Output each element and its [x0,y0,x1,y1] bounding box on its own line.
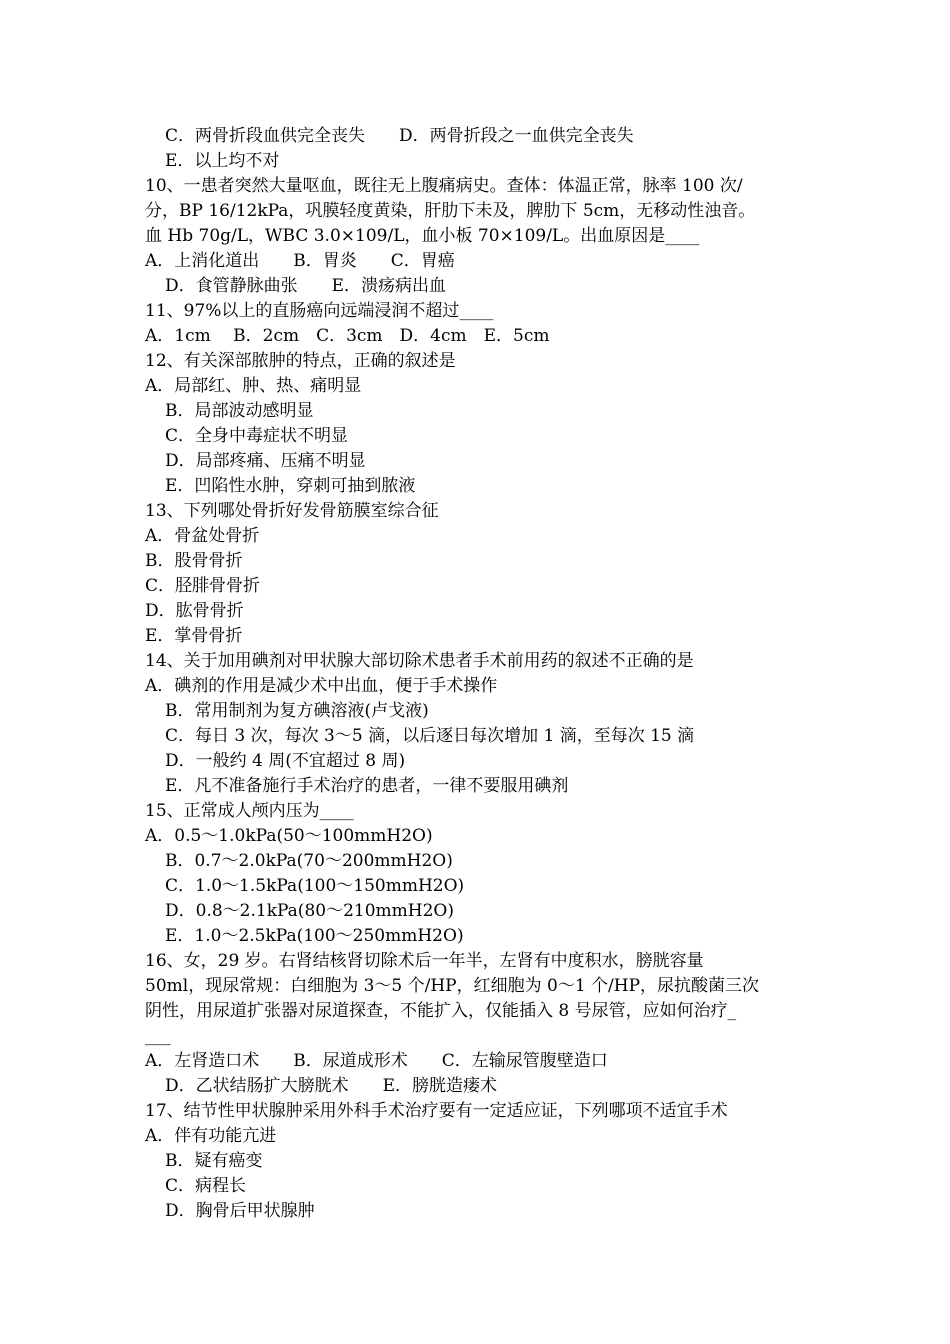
text-line: D．0.8～2.1kPa(80～210mmH2O) [165,901,454,921]
text-line: B．局部波动感明显 [165,401,314,421]
text-line: 17、结节性甲状腺肿采用外科手术治疗要有一定适应证，下列哪项不适宜手术 [145,1101,728,1121]
text-line: B．疑有癌变 [165,1151,263,1171]
text-line: D．食管静脉曲张 E．溃疡病出血 [165,276,447,296]
text-line: C．每日 3 次，每次 3～5 滴，以后逐日每次增加 1 滴，至每次 15 滴 [165,726,695,746]
text-line: C．病程长 [165,1176,247,1196]
text-line: E．凡不准备施行手术治疗的患者，一律不要服用碘剂 [165,776,569,796]
text-line: D．一般约 4 周(不宜超过 8 周) [165,751,406,771]
text-line: 13、下列哪处骨折好发骨筋膜室综合征 [145,501,439,521]
text-line: E．掌骨骨折 [145,626,243,646]
text-line: A．左肾造口术 B．尿道成形术 C．左输尿管腹壁造口 [145,1051,608,1071]
text-line: C．胫腓骨骨折 [145,576,261,596]
text-line: D．乙状结肠扩大膀胱术 E．膀胱造瘘术 [165,1076,498,1096]
text-line: 12、有关深部脓肿的特点，正确的叙述是 [145,351,456,371]
text-line: 14、关于加用碘剂对甲状腺大部切除术患者手术前用药的叙述不正确的是 [145,651,694,671]
document-body [145,124,815,1224]
text-line: A．伴有功能亢进 [145,1126,277,1146]
text-line: C．全身中毒症状不明显 [165,426,349,446]
text-line: 16、女，29 岁。右肾结核肾切除术后一年半，左肾有中度积水，膀胱容量 [145,951,704,971]
text-line: B．常用制剂为复方碘溶液(卢戈液) [165,701,429,721]
text-line: C．两骨折段血供完全丧失 D．两骨折段之一血供完全丧失 [165,126,634,146]
text-line: C．1.0～1.5kPa(100～150mmH2O) [165,876,465,896]
text-line: A．碘剂的作用是减少术中出血，便于手术操作 [145,676,498,696]
text-line: B．股骨骨折 [145,551,243,571]
text-line: A．0.5～1.0kPa(50～100mmH2O) [145,826,433,846]
text-line: A．1cm B．2cm C．3cm D．4cm E．5cm [145,326,550,346]
text-line: E．凹陷性水肿，穿刺可抽到脓液 [165,476,416,496]
text-line: D．肱骨骨折 [145,601,244,621]
text-line: D．局部疼痛、压痛不明显 [165,451,366,471]
text-line: A．上消化道出 B．胃炎 C．胃癌 [145,251,455,271]
text-line: A．骨盆处骨折 [145,526,260,546]
text-line: 血 Hb 70g/L，WBC 3.0×109/L，血小板 70×109/L。出血原因是____ [145,226,700,246]
text-line: E．1.0～2.5kPa(100～250mmH2O) [165,926,464,946]
text-line: B．0.7～2.0kPa(70～200mmH2O) [165,851,453,871]
text-line: 阴性，用尿道扩张器对尿道探查，不能扩入，仅能插入 8 号尿管，应如何治疗_ [145,1001,737,1021]
text-line: 分，BP 16/12kPa，巩膜轻度黄染，肝肋下未及，脾肋下 5cm，无移动性浊音。 [145,201,756,221]
text-line: D．胸骨后甲状腺肿 [165,1201,315,1221]
text-line: ___ [145,1026,171,1046]
text-line: 11、97%以上的直肠癌向远端浸润不超过____ [145,301,494,321]
text-line: A．局部红、肿、热、痛明显 [145,376,362,396]
text-line: E．以上均不对 [165,151,280,171]
text-line: 10、一患者突然大量呕血，既往无上腹痛病史。查体：体温正常，脉率 100 次/ [145,176,743,196]
text-line: 15、正常成人颅内压为____ [145,801,354,821]
text-line: 50ml，现尿常规：白细胞为 3～5 个/HP，红细胞为 0～1 个/HP，尿抗酸菌三次 [145,976,760,996]
